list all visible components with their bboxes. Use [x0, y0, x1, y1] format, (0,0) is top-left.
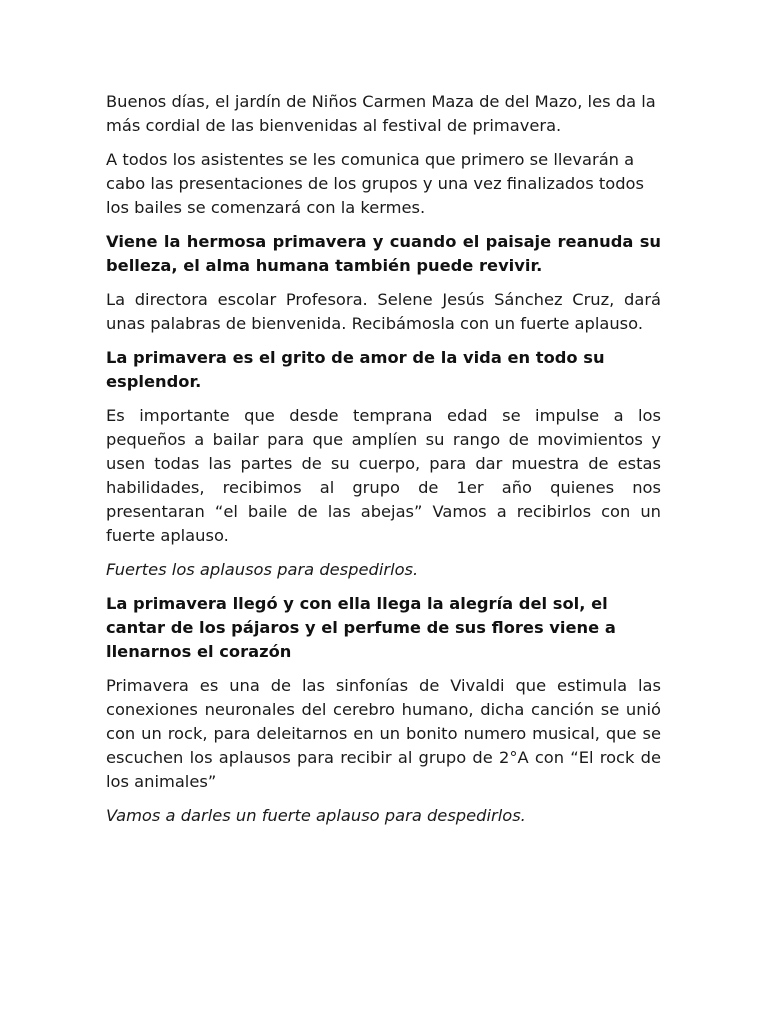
paragraph-primer-grupo: Es importante que desde temprana edad se impulse a los pequeños a bailar para que amplíen su rango de movimientos y usen todas las partes de su cuerpo, para dar muestra de estas habilidades, recibimos al grupo de 1er año quienes nos presentaran “el baile de las abejas” Vamos a recibirlos con un fuerte aplauso.	[106, 406, 661, 545]
italic-despedida-1: Fuertes los aplausos para despedirlos.	[106, 560, 419, 579]
document-body	[106, 90, 661, 838]
italic-despedida-2: Vamos a darles un fuerte aplauso para despedirlos.	[106, 806, 526, 825]
quote-primavera-3: La primavera llegó y con ella llega la alegría del sol, el cantar de los pájaros y el perfume de sus flores viene a llenarnos el corazón	[106, 594, 616, 661]
paragraph-directora: La directora escolar Profesora. Selene Jesús Sánchez Cruz, dará unas palabras de bienvenida. Recibámosla con un fuerte aplauso.	[106, 290, 661, 333]
paragraph-vivaldi: Primavera es una de las sinfonías de Vivaldi que estimula las conexiones neuronales del cerebro humano, dicha canción se unió con un rock, para deleitarnos en un bonito numero musical, que se escuchen los aplausos para recibir al grupo de 2°A con “El rock de los animales”	[106, 676, 661, 791]
paragraph-welcome: Buenos días, el jardín de Niños Carmen Maza de del Mazo, les da la más cordial de las bienvenidas al festival de primavera.	[106, 92, 656, 135]
quote-primavera-2: La primavera es el grito de amor de la vida en todo su esplendor.	[106, 348, 605, 391]
paragraph-announcement: A todos los asistentes se les comunica que primero se llevarán a cabo las presentaciones de los grupos y una vez finalizados todos los bailes se comenzará con la kermes.	[106, 150, 644, 217]
quote-primavera-1: Viene la hermosa primavera y cuando el paisaje reanuda su belleza, el alma humana también puede revivir.	[106, 232, 661, 275]
